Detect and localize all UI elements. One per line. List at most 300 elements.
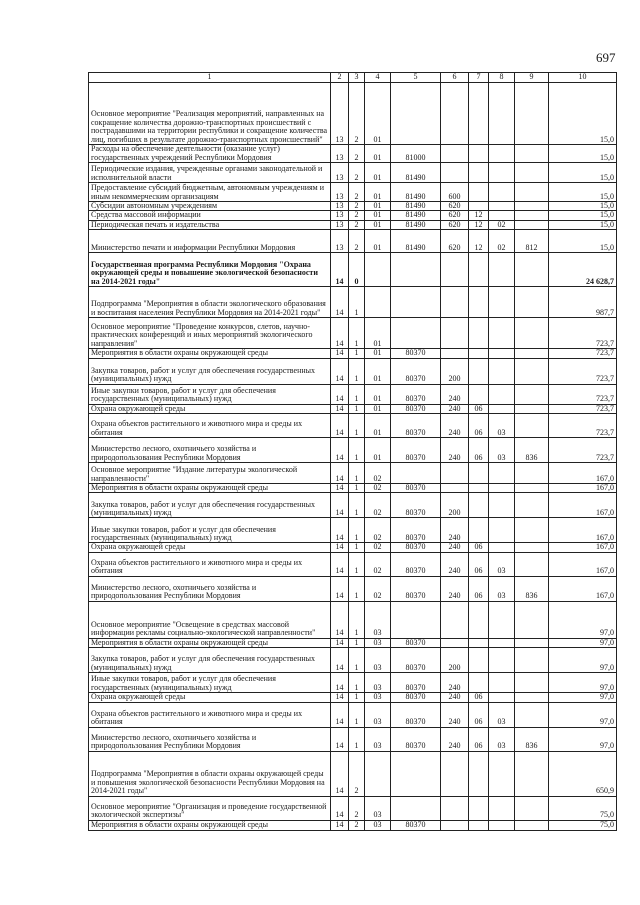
amount-cell: 75,0 xyxy=(549,796,617,820)
amount-cell: 15,0 xyxy=(549,202,617,211)
code-expense-type-cell: 620 xyxy=(441,202,469,211)
code-division-cell: 06 xyxy=(469,438,489,463)
code-subdivision-cell xyxy=(489,751,515,796)
code-section-cell: 13 xyxy=(331,163,349,183)
code-ministry-cell xyxy=(515,638,549,647)
code-ministry-cell xyxy=(515,484,549,493)
amount-cell: 723,7 xyxy=(549,349,617,358)
code-division-cell xyxy=(469,820,489,830)
code-subdivision-cell xyxy=(489,358,515,384)
amount-cell: 987,7 xyxy=(549,287,617,318)
code-section-cell: 14 xyxy=(331,601,349,638)
code-ministry-cell xyxy=(515,463,549,484)
table-body xyxy=(89,83,617,831)
row-name-cell: Подпрограмма "Мероприятия в области охраны окружающей среды и повышения экологической безопасности Республики Мордовия на 2014-2021 годы" xyxy=(89,751,331,796)
code-expense-type-cell xyxy=(441,163,469,183)
code-direction-cell xyxy=(391,796,441,820)
code-ministry-cell xyxy=(515,601,549,638)
table-row xyxy=(89,543,617,552)
code-expense-type-cell xyxy=(441,820,469,830)
column-header: 3 xyxy=(349,73,365,83)
code-section-cell: 14 xyxy=(331,552,349,576)
code-ministry-cell xyxy=(515,518,549,543)
code-ministry-cell xyxy=(515,820,549,830)
code-expense-type-cell xyxy=(441,83,469,145)
amount-cell: 15,0 xyxy=(549,220,617,229)
amount-cell: 97,0 xyxy=(549,638,617,647)
amount-cell: 24 628,7 xyxy=(549,253,617,287)
amount-cell: 723,7 xyxy=(549,404,617,413)
code-expense-type-cell xyxy=(441,253,469,287)
row-name-cell: Иные закупки товаров, работ и услуг для обеспечения государственных (муниципальных) нужд xyxy=(89,518,331,543)
table-row xyxy=(89,318,617,349)
table-row xyxy=(89,552,617,576)
column-header: 4 xyxy=(365,73,391,83)
code-ministry-cell xyxy=(515,211,549,220)
code-subdivision-cell xyxy=(489,349,515,358)
code-subdivision-cell xyxy=(489,493,515,518)
table-row xyxy=(89,820,617,830)
row-name-cell: Основное мероприятие "Организация и проведение государственной экологической экспертизы" xyxy=(89,796,331,820)
code-division-cell xyxy=(469,673,489,693)
code-subprogram-cell: 2 xyxy=(349,211,365,220)
code-expense-type-cell: 200 xyxy=(441,358,469,384)
code-subprogram-cell: 1 xyxy=(349,552,365,576)
code-division-cell: 06 xyxy=(469,414,489,438)
code-ministry-cell xyxy=(515,318,549,349)
code-ministry-cell: 836 xyxy=(515,727,549,751)
row-name-cell: Министерство печати и информации Республики Мордовия xyxy=(89,230,331,253)
table-row xyxy=(89,287,617,318)
code-ministry-cell xyxy=(515,358,549,384)
column-header: 5 xyxy=(391,73,441,83)
code-ministry-cell xyxy=(515,543,549,552)
code-subdivision-cell: 02 xyxy=(489,230,515,253)
code-subprogram-cell: 2 xyxy=(349,230,365,253)
amount-cell: 15,0 xyxy=(549,163,617,183)
code-direction-cell: 80370 xyxy=(391,727,441,751)
table-row xyxy=(89,163,617,183)
code-expense-type-cell xyxy=(441,751,469,796)
table-row xyxy=(89,484,617,493)
code-subdivision-cell xyxy=(489,693,515,702)
code-subdivision-cell xyxy=(489,673,515,693)
table-row xyxy=(89,404,617,413)
code-ministry-cell xyxy=(515,414,549,438)
code-expense-type-cell xyxy=(441,349,469,358)
row-name-cell: Средства массовой информации xyxy=(89,211,331,220)
row-name-cell: Министерство лесного, охотничьего хозяйства и природопользования Республики Мордовия xyxy=(89,727,331,751)
table-row xyxy=(89,576,617,601)
code-division-cell xyxy=(469,183,489,202)
code-expense-type-cell: 200 xyxy=(441,648,469,673)
row-name-cell: Закупка товаров, работ и услуг для обеспечения государственных (муниципальных) нужд xyxy=(89,648,331,673)
code-event-cell: 02 xyxy=(365,518,391,543)
code-event-cell: 01 xyxy=(365,349,391,358)
code-direction-cell: 80370 xyxy=(391,638,441,647)
code-event-cell: 01 xyxy=(365,358,391,384)
code-section-cell: 14 xyxy=(331,727,349,751)
code-section-cell: 14 xyxy=(331,820,349,830)
table-row xyxy=(89,601,617,638)
amount-cell: 97,0 xyxy=(549,702,617,727)
code-subprogram-cell: 2 xyxy=(349,202,365,211)
code-division-cell xyxy=(469,638,489,647)
code-subdivision-cell xyxy=(489,163,515,183)
code-ministry-cell xyxy=(515,183,549,202)
column-header: 10 xyxy=(549,73,617,83)
table-row xyxy=(89,493,617,518)
code-expense-type-cell xyxy=(441,796,469,820)
code-direction-cell: 80370 xyxy=(391,349,441,358)
code-ministry-cell xyxy=(515,552,549,576)
code-event-cell xyxy=(365,751,391,796)
code-section-cell: 13 xyxy=(331,145,349,163)
amount-cell: 15,0 xyxy=(549,211,617,220)
code-event-cell: 01 xyxy=(365,145,391,163)
row-name-cell: Охрана окружающей среды xyxy=(89,693,331,702)
code-division-cell xyxy=(469,463,489,484)
row-name-cell: Мероприятия в области охраны окружающей среды xyxy=(89,349,331,358)
code-subprogram-cell: 1 xyxy=(349,318,365,349)
code-subdivision-cell: 02 xyxy=(489,220,515,229)
code-ministry-cell xyxy=(515,287,549,318)
row-name-cell: Периодическая печать и издательства xyxy=(89,220,331,229)
amount-cell: 723,7 xyxy=(549,438,617,463)
code-expense-type-cell xyxy=(441,463,469,484)
code-direction-cell xyxy=(391,287,441,318)
code-division-cell xyxy=(469,145,489,163)
code-expense-type-cell: 240 xyxy=(441,576,469,601)
amount-cell: 723,7 xyxy=(549,358,617,384)
code-expense-type-cell: 240 xyxy=(441,693,469,702)
row-name-cell: Министерство лесного, охотничьего хозяйства и природопользования Республики Мордовия xyxy=(89,438,331,463)
code-expense-type-cell: 620 xyxy=(441,211,469,220)
code-event-cell: 02 xyxy=(365,552,391,576)
table-row xyxy=(89,349,617,358)
table-row xyxy=(89,358,617,384)
code-subdivision-cell xyxy=(489,83,515,145)
table-row xyxy=(89,414,617,438)
code-event-cell: 02 xyxy=(365,576,391,601)
code-event-cell: 01 xyxy=(365,404,391,413)
code-direction-cell: 81490 xyxy=(391,211,441,220)
code-direction-cell: 80370 xyxy=(391,384,441,404)
code-event-cell: 01 xyxy=(365,220,391,229)
column-header: 7 xyxy=(469,73,489,83)
code-subdivision-cell: 03 xyxy=(489,414,515,438)
code-expense-type-cell: 240 xyxy=(441,673,469,693)
code-subdivision-cell xyxy=(489,404,515,413)
row-name-cell: Периодические издания, учрежденные органами законодательной и исполнительной власти xyxy=(89,163,331,183)
code-subprogram-cell: 0 xyxy=(349,253,365,287)
code-subprogram-cell: 1 xyxy=(349,358,365,384)
code-division-cell xyxy=(469,253,489,287)
table-row xyxy=(89,518,617,543)
code-section-cell: 13 xyxy=(331,83,349,145)
column-header: 9 xyxy=(515,73,549,83)
amount-cell: 723,7 xyxy=(549,384,617,404)
amount-cell: 167,0 xyxy=(549,463,617,484)
code-section-cell: 14 xyxy=(331,638,349,647)
code-ministry-cell xyxy=(515,673,549,693)
code-subprogram-cell: 2 xyxy=(349,83,365,145)
code-ministry-cell xyxy=(515,349,549,358)
code-direction-cell: 80370 xyxy=(391,576,441,601)
code-expense-type-cell xyxy=(441,145,469,163)
code-subprogram-cell: 1 xyxy=(349,601,365,638)
code-subprogram-cell: 2 xyxy=(349,183,365,202)
amount-cell: 15,0 xyxy=(549,145,617,163)
code-expense-type-cell: 620 xyxy=(441,220,469,229)
code-subdivision-cell xyxy=(489,211,515,220)
row-name-cell: Предоставление субсидий бюджетным, автономным учреждениям и иным некоммерческим организациям xyxy=(89,183,331,202)
code-section-cell: 14 xyxy=(331,702,349,727)
code-section-cell: 14 xyxy=(331,463,349,484)
amount-cell: 15,0 xyxy=(549,230,617,253)
column-header: 1 xyxy=(89,73,331,83)
table-row xyxy=(89,463,617,484)
code-event-cell: 01 xyxy=(365,318,391,349)
code-event-cell: 01 xyxy=(365,230,391,253)
budget-table xyxy=(88,72,617,831)
amount-cell: 97,0 xyxy=(549,693,617,702)
code-subprogram-cell: 1 xyxy=(349,648,365,673)
column-header: 8 xyxy=(489,73,515,83)
code-division-cell: 06 xyxy=(469,702,489,727)
table-row xyxy=(89,253,617,287)
code-subprogram-cell: 1 xyxy=(349,438,365,463)
code-direction-cell: 80370 xyxy=(391,673,441,693)
row-name-cell: Подпрограмма "Мероприятия в области экологического образования и воспитания населения Республики Мордовия на 2014-2021 годы" xyxy=(89,287,331,318)
row-name-cell: Охрана объектов растительного и животного мира и среды их обитания xyxy=(89,414,331,438)
code-subdivision-cell xyxy=(489,183,515,202)
code-section-cell: 14 xyxy=(331,318,349,349)
code-subprogram-cell: 1 xyxy=(349,349,365,358)
code-event-cell: 01 xyxy=(365,211,391,220)
code-subprogram-cell: 1 xyxy=(349,518,365,543)
code-section-cell: 13 xyxy=(331,183,349,202)
code-subprogram-cell: 2 xyxy=(349,751,365,796)
code-section-cell: 13 xyxy=(331,202,349,211)
code-event-cell: 03 xyxy=(365,673,391,693)
code-direction-cell: 80370 xyxy=(391,543,441,552)
amount-cell: 650,9 xyxy=(549,751,617,796)
code-division-cell: 12 xyxy=(469,220,489,229)
row-name-cell: Иные закупки товаров, работ и услуг для обеспечения государственных (муниципальных) нужд xyxy=(89,384,331,404)
amount-cell: 723,7 xyxy=(549,318,617,349)
code-subprogram-cell: 1 xyxy=(349,384,365,404)
row-name-cell: Охрана объектов растительного и животного мира и среды их обитания xyxy=(89,552,331,576)
row-name-cell: Мероприятия в области охраны окружающей среды xyxy=(89,820,331,830)
column-header: 6 xyxy=(441,73,469,83)
code-subprogram-cell: 1 xyxy=(349,414,365,438)
row-name-cell: Основное мероприятие "Реализация мероприятий, направленных на сокращение количества дорожно-транспортных происшествий с пострадавшими на территории республики и сокращение количества лиц, погибших в результате дорожно-транспортных происшествий" xyxy=(89,83,331,145)
code-event-cell xyxy=(365,253,391,287)
code-subdivision-cell xyxy=(489,202,515,211)
row-name-cell: Расходы на обеспечение деятельности (оказание услуг) государственных учреждений Республики Мордовия xyxy=(89,145,331,163)
amount-cell: 97,0 xyxy=(549,601,617,638)
code-subdivision-cell xyxy=(489,638,515,647)
code-section-cell: 14 xyxy=(331,253,349,287)
code-direction-cell: 80370 xyxy=(391,552,441,576)
code-subdivision-cell xyxy=(489,648,515,673)
code-direction-cell xyxy=(391,253,441,287)
code-event-cell: 01 xyxy=(365,183,391,202)
amount-cell: 167,0 xyxy=(549,484,617,493)
code-subprogram-cell: 1 xyxy=(349,287,365,318)
code-division-cell xyxy=(469,163,489,183)
code-subprogram-cell: 1 xyxy=(349,702,365,727)
code-ministry-cell xyxy=(515,253,549,287)
code-event-cell: 01 xyxy=(365,202,391,211)
code-division-cell: 06 xyxy=(469,552,489,576)
code-subdivision-cell xyxy=(489,253,515,287)
table-row xyxy=(89,83,617,145)
amount-cell: 97,0 xyxy=(549,727,617,751)
code-section-cell: 13 xyxy=(331,220,349,229)
code-subprogram-cell: 1 xyxy=(349,576,365,601)
code-subprogram-cell: 1 xyxy=(349,484,365,493)
code-section-cell: 14 xyxy=(331,796,349,820)
code-subdivision-cell xyxy=(489,384,515,404)
code-event-cell: 03 xyxy=(365,638,391,647)
code-section-cell: 14 xyxy=(331,493,349,518)
code-division-cell xyxy=(469,518,489,543)
code-expense-type-cell: 200 xyxy=(441,493,469,518)
code-ministry-cell xyxy=(515,493,549,518)
amount-cell: 723,7 xyxy=(549,414,617,438)
code-ministry-cell xyxy=(515,83,549,145)
code-expense-type-cell: 240 xyxy=(441,404,469,413)
row-name-cell: Охрана окружающей среды xyxy=(89,543,331,552)
code-direction-cell: 80370 xyxy=(391,820,441,830)
code-subprogram-cell: 1 xyxy=(349,404,365,413)
code-subprogram-cell: 2 xyxy=(349,796,365,820)
code-division-cell: 06 xyxy=(469,404,489,413)
row-name-cell: Охрана объектов растительного и животного мира и среды их обитания xyxy=(89,702,331,727)
code-ministry-cell xyxy=(515,751,549,796)
column-header: 2 xyxy=(331,73,349,83)
row-name-cell: Мероприятия в области охраны окружающей среды xyxy=(89,484,331,493)
code-direction-cell: 80370 xyxy=(391,404,441,413)
code-subdivision-cell xyxy=(489,820,515,830)
code-section-cell: 14 xyxy=(331,484,349,493)
table-row xyxy=(89,693,617,702)
code-subprogram-cell: 1 xyxy=(349,693,365,702)
code-expense-type-cell: 620 xyxy=(441,230,469,253)
row-name-cell: Иные закупки товаров, работ и услуг для обеспечения государственных (муниципальных) нужд xyxy=(89,673,331,693)
table-row xyxy=(89,796,617,820)
code-direction-cell: 80370 xyxy=(391,358,441,384)
code-division-cell: 06 xyxy=(469,727,489,751)
table-row xyxy=(89,438,617,463)
page-number: 697 xyxy=(596,50,616,65)
code-ministry-cell: 836 xyxy=(515,576,549,601)
code-event-cell: 03 xyxy=(365,693,391,702)
code-direction-cell xyxy=(391,463,441,484)
code-direction-cell xyxy=(391,83,441,145)
code-direction-cell xyxy=(391,318,441,349)
code-event-cell: 02 xyxy=(365,493,391,518)
code-subprogram-cell: 2 xyxy=(349,163,365,183)
code-expense-type-cell: 240 xyxy=(441,384,469,404)
code-expense-type-cell xyxy=(441,638,469,647)
code-subprogram-cell: 1 xyxy=(349,543,365,552)
code-subdivision-cell: 03 xyxy=(489,438,515,463)
code-section-cell: 14 xyxy=(331,751,349,796)
row-name-cell: Министерство лесного, охотничьего хозяйства и природопользования Республики Мордовия xyxy=(89,576,331,601)
code-division-cell xyxy=(469,287,489,318)
code-event-cell: 01 xyxy=(365,384,391,404)
code-expense-type-cell xyxy=(441,287,469,318)
code-division-cell: 06 xyxy=(469,693,489,702)
code-direction-cell: 81490 xyxy=(391,183,441,202)
code-ministry-cell xyxy=(515,145,549,163)
code-subdivision-cell xyxy=(489,601,515,638)
row-name-cell: Закупка товаров, работ и услуг для обеспечения государственных (муниципальных) нужд xyxy=(89,493,331,518)
code-ministry-cell xyxy=(515,796,549,820)
code-division-cell: 12 xyxy=(469,230,489,253)
code-division-cell: 06 xyxy=(469,543,489,552)
code-subprogram-cell: 1 xyxy=(349,727,365,751)
table-row xyxy=(89,230,617,253)
amount-cell: 167,0 xyxy=(549,552,617,576)
code-section-cell: 14 xyxy=(331,384,349,404)
code-section-cell: 14 xyxy=(331,438,349,463)
row-name-cell: Основное мероприятие "Издание литературы экологической направленности" xyxy=(89,463,331,484)
code-direction-cell: 81490 xyxy=(391,220,441,229)
code-subdivision-cell: 03 xyxy=(489,576,515,601)
code-ministry-cell xyxy=(515,702,549,727)
code-subprogram-cell: 2 xyxy=(349,145,365,163)
code-subprogram-cell: 1 xyxy=(349,493,365,518)
code-section-cell: 14 xyxy=(331,518,349,543)
code-subprogram-cell: 1 xyxy=(349,463,365,484)
code-expense-type-cell: 240 xyxy=(441,552,469,576)
code-event-cell xyxy=(365,287,391,318)
code-subdivision-cell: 03 xyxy=(489,702,515,727)
amount-cell: 97,0 xyxy=(549,648,617,673)
code-ministry-cell xyxy=(515,163,549,183)
code-division-cell xyxy=(469,751,489,796)
code-expense-type-cell xyxy=(441,318,469,349)
amount-cell: 167,0 xyxy=(549,493,617,518)
code-direction-cell: 80370 xyxy=(391,438,441,463)
code-section-cell: 13 xyxy=(331,230,349,253)
code-subdivision-cell xyxy=(489,463,515,484)
code-subdivision-cell: 03 xyxy=(489,727,515,751)
code-section-cell: 14 xyxy=(331,358,349,384)
code-subdivision-cell xyxy=(489,518,515,543)
code-event-cell: 02 xyxy=(365,543,391,552)
code-subprogram-cell: 2 xyxy=(349,820,365,830)
code-subdivision-cell xyxy=(489,796,515,820)
table-row xyxy=(89,727,617,751)
amount-cell: 97,0 xyxy=(549,673,617,693)
code-section-cell: 14 xyxy=(331,414,349,438)
amount-cell: 167,0 xyxy=(549,576,617,601)
code-event-cell: 01 xyxy=(365,163,391,183)
code-division-cell xyxy=(469,796,489,820)
code-direction-cell: 80370 xyxy=(391,693,441,702)
code-expense-type-cell xyxy=(441,601,469,638)
code-direction-cell: 80370 xyxy=(391,648,441,673)
code-event-cell: 03 xyxy=(365,820,391,830)
code-subdivision-cell xyxy=(489,543,515,552)
code-section-cell: 14 xyxy=(331,673,349,693)
code-division-cell xyxy=(469,318,489,349)
